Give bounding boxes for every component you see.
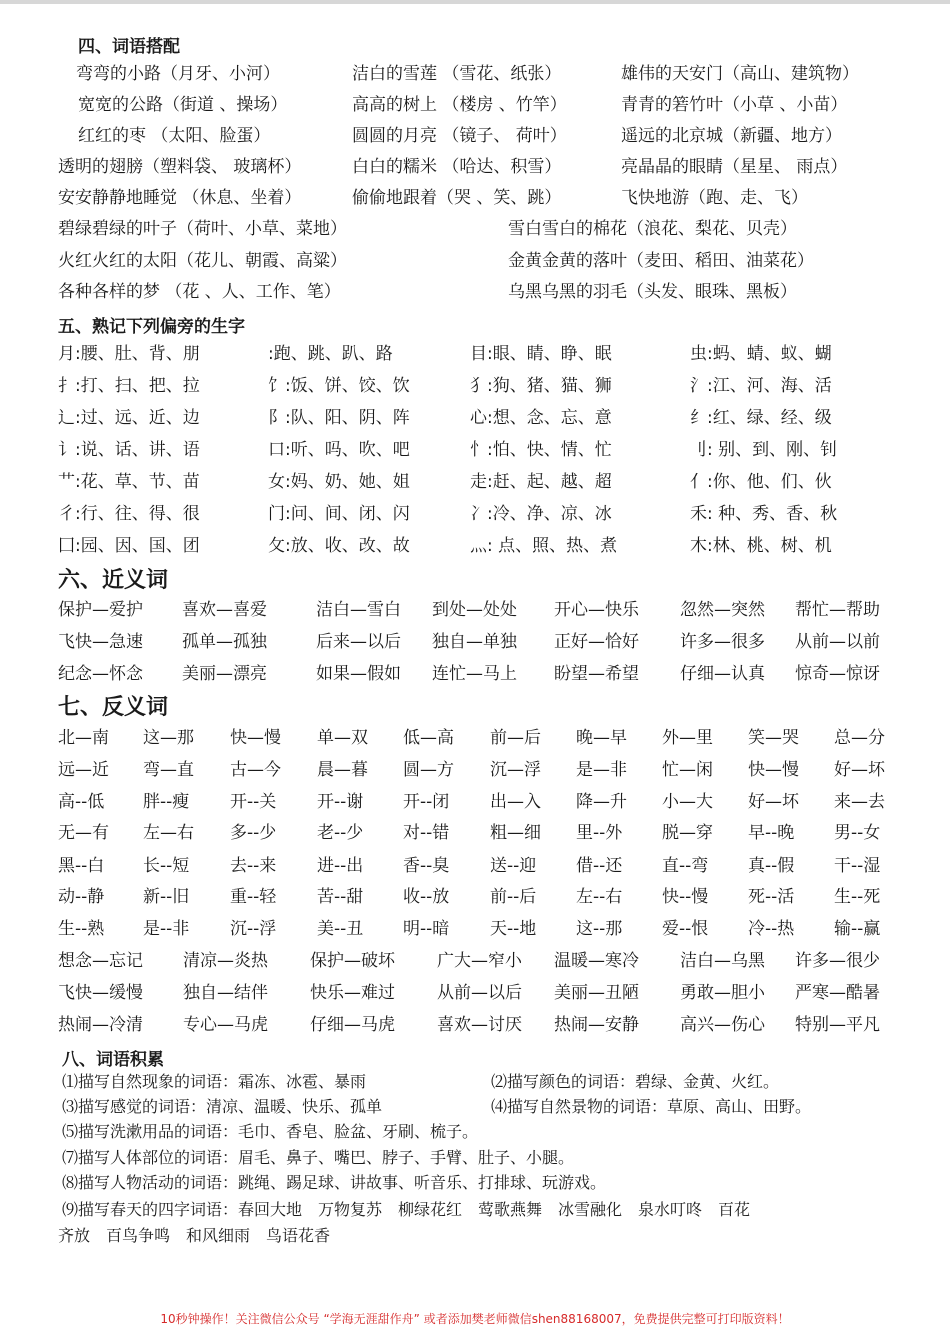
radical-group: 讠:说、话、讲、语	[58, 440, 200, 460]
collocation-item: 乌黑乌黑的羽毛（头发、眼珠、黑板）	[508, 282, 797, 302]
antonym-pair: 独自—结伴	[183, 983, 268, 1003]
antonym-pair: 冷--热	[748, 919, 795, 939]
antonym-pair: 笑—哭	[748, 728, 799, 748]
antonym-pair: 无—有	[58, 823, 109, 843]
antonym-pair: 专心—马虎	[183, 1015, 268, 1035]
antonym-pair: 勇敢—胆小	[680, 983, 765, 1003]
antonym-pair: 晚—早	[576, 728, 627, 748]
radical-group: 扌:打、扫、把、拉	[58, 376, 200, 396]
antonym-pair: 前--后	[490, 887, 537, 907]
antonym-pair: 喜欢—讨厌	[437, 1015, 522, 1035]
antonym-pair: 从前—以后	[437, 983, 522, 1003]
synonym-pair: 保护—爱护	[58, 600, 143, 620]
antonym-pair: 高--低	[58, 792, 105, 812]
antonym-pair: 重--轻	[230, 887, 277, 907]
synonym-pair: 帮忙—帮助	[795, 600, 880, 620]
antonym-pair: 新--旧	[143, 887, 190, 907]
antonym-pair: 脱—穿	[662, 823, 713, 843]
antonym-pair: 去--来	[230, 856, 277, 876]
accumulation-line: ⑷描写自然景物的词语：草原、高山、田野。	[491, 1097, 812, 1116]
radical-group: 彳:行、往、得、很	[58, 504, 200, 524]
synonym-pair: 纪念—怀念	[58, 664, 143, 684]
synonym-pair: 如果—假如	[316, 664, 401, 684]
antonym-pair: 明--暗	[403, 919, 450, 939]
radical-group: 门:问、间、闭、闪	[268, 504, 410, 524]
collocation-item: 透明的翅膀（塑料袋、 玻璃杯）	[58, 157, 302, 177]
antonym-pair: 洁白—乌黑	[680, 951, 765, 971]
collocation-item: 雪白雪白的棉花（浪花、梨花、贝壳）	[508, 219, 797, 239]
synonym-pair: 后来—以后	[316, 632, 401, 652]
radical-group: 口:听、吗、吹、吧	[268, 440, 410, 460]
antonym-pair: 严寒—酷暑	[795, 983, 880, 1003]
synonym-pair: 惊奇—惊讶	[795, 664, 880, 684]
antonym-pair: 热闹—冷清	[58, 1015, 143, 1035]
radical-group: 月:腰、肚、背、朋	[58, 344, 200, 364]
antonym-pair: 是—非	[576, 760, 627, 780]
antonym-pair: 对--错	[403, 823, 450, 843]
antonym-pair: 开--关	[230, 792, 277, 812]
antonym-pair: 低—高	[403, 728, 454, 748]
radical-group: 刂: 别、到、刚、钊	[690, 440, 838, 460]
antonym-pair: 开--闭	[403, 792, 450, 812]
antonym-pair: 弯—直	[143, 760, 194, 780]
antonym-pair: 早--晚	[748, 823, 795, 843]
radical-group: 囗:园、因、国、团	[58, 536, 200, 556]
synonym-pair: 开心—快乐	[554, 600, 639, 620]
collocation-item: 飞快地游（跑、走、飞）	[621, 188, 808, 208]
collocation-item: 红红的枣 （太阳、脸蛋）	[78, 126, 271, 146]
antonym-pair: 送--迎	[490, 856, 537, 876]
antonym-pair: 外—里	[662, 728, 713, 748]
synonym-pair: 喜欢—喜爱	[182, 600, 267, 620]
antonym-pair: 晨—暮	[317, 760, 368, 780]
collocation-item: 火红火红的太阳（花儿、朝霞、高粱）	[58, 251, 347, 271]
antonym-pair: 前—后	[490, 728, 541, 748]
collocation-item: 雄伟的天安门（高山、建筑物）	[621, 64, 859, 84]
section-8-title: 八、词语积累	[62, 1050, 164, 1070]
antonym-pair: 热闹—安静	[554, 1015, 639, 1035]
antonym-pair: 想念—忘记	[58, 951, 143, 971]
antonym-pair: 收--放	[403, 887, 450, 907]
collocation-item: 遥远的北京城（新疆、地方）	[621, 126, 842, 146]
radical-group: 忄:怕、快、情、忙	[470, 440, 612, 460]
radical-group: 犭:狗、猪、猫、狮	[470, 376, 612, 396]
radical-group: 阝:队、阳、阴、阵	[268, 408, 410, 428]
antonym-pair: 广大—窄小	[437, 951, 522, 971]
antonym-pair: 胖--瘦	[143, 792, 190, 812]
antonym-pair: 是--非	[143, 919, 190, 939]
collocation-item: 弯弯的小路（月牙、小河）	[76, 64, 280, 84]
collocation-item: 碧绿碧绿的叶子（荷叶、小草、菜地）	[58, 219, 347, 239]
accumulation-line: ⑻描写人物活动的词语：跳绳、踢足球、讲故事、听音乐、打排球、玩游戏。	[62, 1173, 607, 1192]
top-border	[0, 0, 950, 4]
antonym-pair: 这—那	[143, 728, 194, 748]
antonym-pair: 快—慢	[748, 760, 799, 780]
antonym-pair: 古—今	[230, 760, 281, 780]
radical-group: 亻:你、他、们、伙	[690, 472, 832, 492]
antonym-pair: 粗—细	[490, 823, 541, 843]
synonym-pair: 仔细—认真	[680, 664, 765, 684]
antonym-pair: 单—双	[317, 728, 368, 748]
synonym-pair: 从前—以前	[795, 632, 880, 652]
radical-group: 女:妈、奶、她、姐	[268, 472, 410, 492]
antonym-pair: 输--赢	[834, 919, 881, 939]
antonym-pair: 动--静	[58, 887, 105, 907]
antonym-pair: 好—坏	[748, 792, 799, 812]
antonym-pair: 许多—很少	[795, 951, 880, 971]
synonym-pair: 盼望—希望	[554, 664, 639, 684]
antonym-pair: 生--死	[834, 887, 881, 907]
antonym-pair: 沉—浮	[490, 760, 541, 780]
antonym-pair: 仔细—马虎	[310, 1015, 395, 1035]
antonym-pair: 开--谢	[317, 792, 364, 812]
antonym-pair: 黑--白	[58, 856, 105, 876]
antonym-pair: 北—南	[58, 728, 109, 748]
antonym-pair: 远—近	[58, 760, 109, 780]
antonym-pair: 清凉—炎热	[183, 951, 268, 971]
radical-group: :跑、跳、趴、路	[268, 344, 393, 364]
antonym-pair: 进--出	[317, 856, 364, 876]
synonym-pair: 独自—单独	[432, 632, 517, 652]
antonym-pair: 借--还	[576, 856, 623, 876]
antonym-pair: 真--假	[748, 856, 795, 876]
antonym-pair: 里--外	[576, 823, 623, 843]
antonym-pair: 圆—方	[403, 760, 454, 780]
antonym-pair: 快乐—难过	[310, 983, 395, 1003]
radical-group: 走:赶、起、越、超	[470, 472, 612, 492]
collocation-item: 各种各样的梦 （花 、人、工作、笔）	[58, 282, 341, 302]
synonym-pair: 美丽—漂亮	[182, 664, 267, 684]
collocation-item: 青青的箬竹叶（小草 、小苗）	[621, 95, 848, 115]
collocation-item: 安安静静地睡觉 （休息、坐着）	[58, 188, 302, 208]
accumulation-line: ⑶描写感觉的词语：清凉、温暖、快乐、孤单	[62, 1097, 383, 1116]
radical-group: 虫:蚂、蜻、蚁、蝴	[690, 344, 832, 364]
radical-group: 纟:红、绿、经、级	[690, 408, 832, 428]
collocation-item: 高高的树上 （楼房 、竹竿）	[352, 95, 567, 115]
accumulation-line: 齐放 百鸟争鸣 和风细雨 鸟语花香	[58, 1226, 331, 1245]
antonym-pair: 美--丑	[317, 919, 364, 939]
radical-group: 辶:过、远、近、边	[58, 408, 200, 428]
antonym-pair: 左—右	[143, 823, 194, 843]
section-4-title: 四、词语搭配	[78, 37, 180, 57]
antonym-pair: 爱--恨	[662, 919, 709, 939]
radical-group: 艹:花、草、节、苗	[58, 472, 200, 492]
section-6-title: 六、近义词	[58, 568, 169, 593]
radical-group: 攵:放、收、改、故	[268, 536, 410, 556]
section-7-title: 七、反义词	[58, 695, 169, 720]
radical-group: 氵:江、河、海、活	[690, 376, 832, 396]
synonym-pair: 洁白—雪白	[316, 600, 401, 620]
section-5-title: 五、熟记下列偏旁的生字	[58, 317, 245, 337]
antonym-pair: 左--右	[576, 887, 623, 907]
antonym-pair: 这--那	[576, 919, 623, 939]
antonym-pair: 男--女	[834, 823, 881, 843]
footer-text: 10秒钟操作！关注微信公众号 “学海无涯甜作舟” 或者添加樊老师微信shen88168007，免费提供完整可打印版资料！	[160, 1312, 790, 1326]
antonym-pair: 多--少	[230, 823, 277, 843]
synonym-pair: 正好—恰好	[554, 632, 639, 652]
antonym-pair: 忙—闲	[662, 760, 713, 780]
antonym-pair: 保护—破坏	[310, 951, 395, 971]
collocation-item: 圆圆的月亮 （镜子、 荷叶）	[352, 126, 567, 146]
antonym-pair: 快--慢	[662, 887, 709, 907]
antonym-pair: 高兴—伤心	[680, 1015, 765, 1035]
antonym-pair: 快—慢	[230, 728, 281, 748]
antonym-pair: 老--少	[317, 823, 364, 843]
collocation-item: 白白的糯米 （哈达、积雪）	[352, 157, 562, 177]
antonym-pair: 美丽—丑陋	[554, 983, 639, 1003]
antonym-pair: 特别—平凡	[795, 1015, 880, 1035]
antonym-pair: 长--短	[143, 856, 190, 876]
antonym-pair: 来—去	[834, 792, 885, 812]
antonym-pair: 小—大	[662, 792, 713, 812]
accumulation-line: ⑴描写自然现象的词语：霜冻、冰雹、暴雨	[62, 1072, 367, 1091]
radical-group: 冫:冷、净、凉、冰	[470, 504, 612, 524]
antonym-pair: 天--地	[490, 919, 537, 939]
antonym-pair: 出—入	[490, 792, 541, 812]
radical-group: 灬: 点、照、热、煮	[470, 536, 618, 556]
radical-group: 木:林、桃、树、机	[690, 536, 832, 556]
collocation-item: 洁白的雪莲 （雪花、纸张）	[352, 64, 562, 84]
collocation-item: 偷偷地跟着（哭 、笑、跳）	[352, 188, 562, 208]
footer-banner	[0, 1302, 950, 1334]
antonym-pair: 降—升	[576, 792, 627, 812]
synonym-pair: 忽然—突然	[680, 600, 765, 620]
antonym-pair: 香--臭	[403, 856, 450, 876]
antonym-pair: 飞快—缓慢	[58, 983, 143, 1003]
antonym-pair: 生--熟	[58, 919, 105, 939]
antonym-pair: 死--活	[748, 887, 795, 907]
antonym-pair: 直--弯	[662, 856, 709, 876]
antonym-pair: 温暖—寒冷	[554, 951, 639, 971]
antonym-pair: 苦--甜	[317, 887, 364, 907]
collocation-item: 金黄金黄的落叶（麦田、稻田、油菜花）	[508, 251, 814, 271]
radical-group: 心:想、念、忘、意	[470, 408, 612, 428]
accumulation-line: ⑸描写洗漱用品的词语：毛巾、香皂、脸盆、牙刷、梳子。	[62, 1122, 479, 1141]
radical-group: 饣:饭、饼、饺、饮	[268, 376, 410, 396]
collocation-item: 亮晶晶的眼睛（星星、 雨点）	[621, 157, 848, 177]
accumulation-line: ⑺描写人体部位的词语：眉毛、鼻子、嘴巴、脖子、手臂、肚子、小腿。	[62, 1148, 575, 1167]
accumulation-line: ⑵描写颜色的词语：碧绿、金黄、火红。	[491, 1072, 780, 1091]
synonym-pair: 许多—很多	[680, 632, 765, 652]
antonym-pair: 干--湿	[834, 856, 881, 876]
synonym-pair: 到处—处处	[432, 600, 517, 620]
antonym-pair: 好—坏	[834, 760, 885, 780]
antonym-pair: 总—分	[834, 728, 885, 748]
synonym-pair: 连忙—马上	[432, 664, 517, 684]
synonym-pair: 飞快—急速	[58, 632, 143, 652]
radical-group: 禾: 种、秀、香、秋	[690, 504, 838, 524]
synonym-pair: 孤单—孤独	[182, 632, 267, 652]
collocation-item: 宽宽的公路（街道 、操场）	[78, 95, 288, 115]
antonym-pair: 沉--浮	[230, 919, 277, 939]
accumulation-line: ⑼描写春天的四字词语：春回大地 万物复苏 柳绿花红 莺歌燕舞 冰雪融化 泉水叮咚 百花	[62, 1200, 751, 1219]
radical-group: 目:眼、睛、睁、眠	[470, 344, 612, 364]
